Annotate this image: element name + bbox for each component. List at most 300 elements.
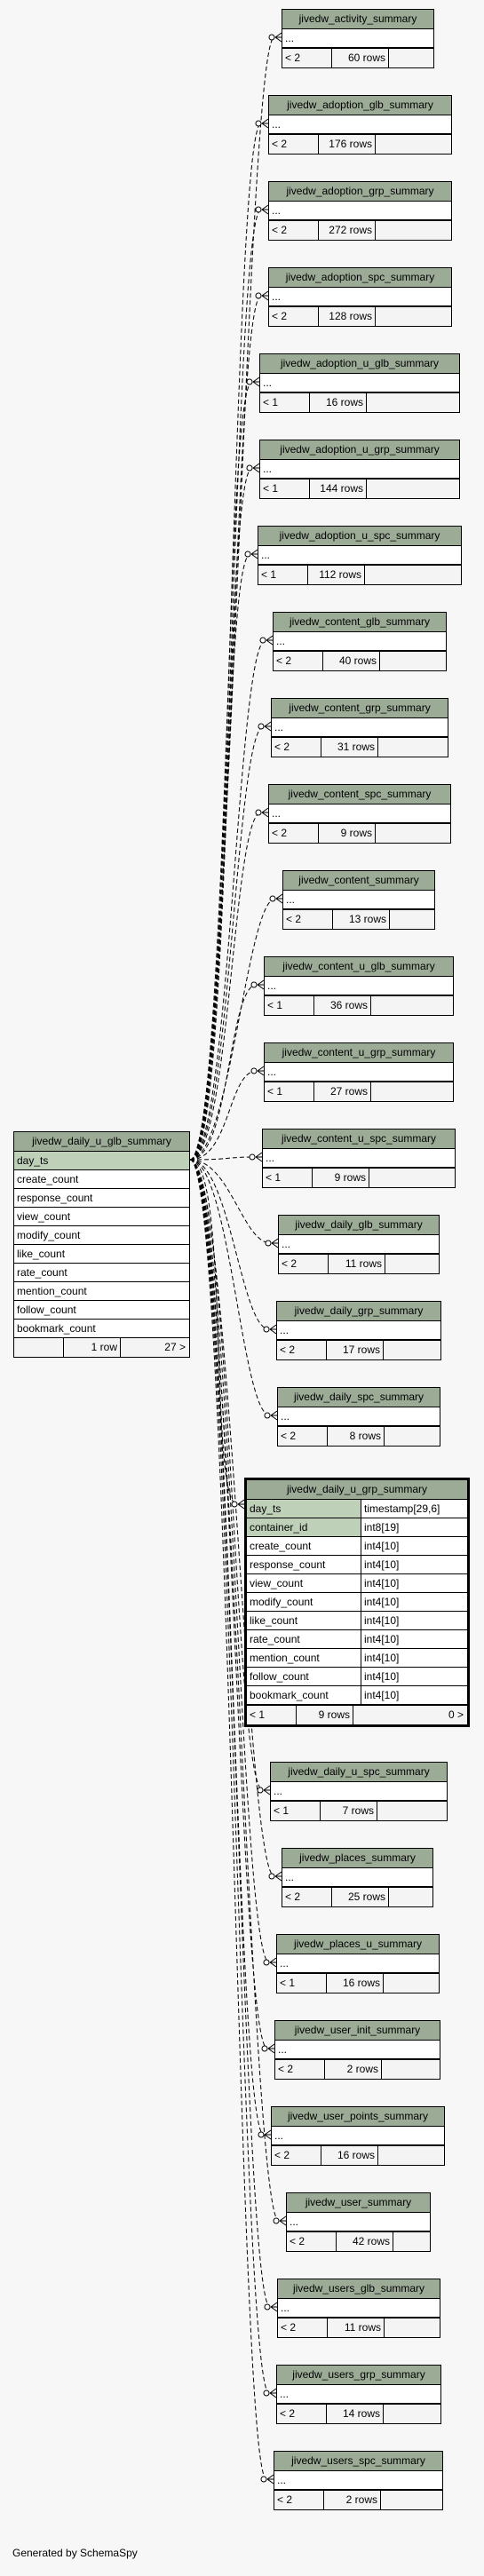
footer-children bbox=[376, 221, 451, 240]
table-jivedw-users-grp-summary[interactable] bbox=[276, 2365, 441, 2424]
footer-children bbox=[390, 910, 434, 929]
table-jivedw-user-points-summary[interactable] bbox=[271, 2106, 445, 2166]
zero-cardinality-marker bbox=[251, 982, 257, 987]
footer-row-count: 13 rows bbox=[333, 910, 390, 929]
footer-children bbox=[381, 2491, 442, 2509]
footer-row-count: 16 rows bbox=[327, 1974, 384, 1993]
footer-row-count: 144 rows bbox=[310, 480, 367, 498]
table-footer bbox=[278, 1426, 440, 1446]
table-footer bbox=[265, 995, 453, 1015]
footer-children bbox=[382, 2060, 440, 2079]
footer-parents[interactable]: < 2 bbox=[283, 910, 333, 929]
column-name: rate_count bbox=[247, 1630, 361, 1648]
footer-children bbox=[371, 1082, 453, 1101]
column-ellipsis[interactable]: ... bbox=[260, 374, 459, 392]
column-ellipsis[interactable]: ... bbox=[279, 1235, 439, 1254]
crowfoot-marker bbox=[266, 636, 273, 645]
column-ellipsis[interactable]: ... bbox=[272, 2127, 444, 2145]
relationship-edge bbox=[190, 1160, 237, 1504]
relationship-edge bbox=[190, 899, 275, 1160]
column-type: int4[10] bbox=[364, 1577, 400, 1589]
column-bookmark-count[interactable]: bookmark_count bbox=[17, 1322, 96, 1335]
table-jivedw-daily-u-spc-summary[interactable] bbox=[270, 1762, 448, 1821]
footer-parents[interactable]: < 1 bbox=[260, 393, 310, 412]
column-ellipsis[interactable]: ... bbox=[274, 2471, 442, 2490]
footer-row-count: 2 rows bbox=[324, 2491, 381, 2509]
relationship-edge bbox=[190, 1160, 269, 2393]
footer-parents[interactable]: < 1 bbox=[265, 1082, 314, 1101]
column-name: response_count bbox=[247, 1556, 361, 1573]
table-footer bbox=[277, 2404, 440, 2423]
column-modify-count[interactable]: modify_count bbox=[14, 1226, 189, 1245]
column-view-count[interactable]: view_count bbox=[14, 1208, 189, 1226]
footer-parents[interactable]: < 2 bbox=[272, 2146, 321, 2165]
footer-parents[interactable]: < 1 bbox=[247, 1706, 297, 1724]
table-header[interactable]: jivedw_adoption_u_spc_summary bbox=[258, 527, 461, 546]
footer-parents[interactable]: < 1 bbox=[271, 1802, 321, 1820]
zero-cardinality-marker bbox=[258, 2132, 264, 2137]
zero-cardinality-marker bbox=[232, 1502, 237, 1507]
column-rate-count[interactable] bbox=[247, 1630, 467, 1649]
column-day-ts[interactable]: day_ts bbox=[14, 1152, 189, 1170]
crowfoot-marker bbox=[258, 980, 264, 989]
column-ellipsis[interactable]: ... bbox=[269, 202, 451, 220]
column-type: timestamp[29,6] bbox=[361, 1500, 467, 1518]
footer-row-count: 272 rows bbox=[319, 221, 376, 240]
table-jivedw-adoption-spc-summary[interactable] bbox=[268, 267, 452, 327]
footer-row-count: 42 rows bbox=[337, 2232, 393, 2251]
column-like-count[interactable]: like_count bbox=[14, 1245, 189, 1264]
column-mention-count[interactable] bbox=[247, 1649, 467, 1668]
zero-cardinality-marker bbox=[260, 638, 266, 643]
zero-cardinality-marker bbox=[264, 2390, 269, 2396]
footer-parents[interactable]: < 1 bbox=[260, 480, 310, 498]
table-header[interactable]: jivedw_users_glb_summary bbox=[278, 2279, 440, 2299]
footer-children bbox=[385, 1427, 440, 1446]
column-ellipsis[interactable]: ... bbox=[283, 891, 434, 909]
crowfoot-marker bbox=[262, 291, 268, 300]
footer-parents[interactable]: < 2 bbox=[282, 49, 332, 67]
footer-row-count: 9 rows bbox=[297, 1706, 353, 1724]
footer-parents[interactable]: < 2 bbox=[274, 652, 323, 670]
relationship-edge bbox=[190, 37, 274, 1160]
footer-row-count: 128 rows bbox=[319, 307, 376, 326]
column-name: follow_count bbox=[247, 1668, 361, 1685]
table-footer bbox=[278, 2318, 440, 2337]
column-type: int4[10] bbox=[364, 1614, 400, 1627]
footer-parents[interactable]: < 2 bbox=[274, 2491, 324, 2509]
column-name: bookmark_count bbox=[247, 1686, 361, 1704]
footer-children: 0 > bbox=[448, 1708, 464, 1721]
crowfoot-marker bbox=[275, 33, 282, 42]
footer-row-count: 2 rows bbox=[325, 2060, 382, 2079]
crowfoot-marker bbox=[267, 2475, 274, 2484]
table-jivedw-content-summary[interactable] bbox=[282, 870, 435, 930]
table-footer bbox=[269, 306, 451, 326]
column-like-count[interactable] bbox=[247, 1612, 467, 1630]
zero-cardinality-marker bbox=[265, 2304, 270, 2310]
crowfoot-marker bbox=[268, 2044, 274, 2053]
footer-parents[interactable]: < 2 bbox=[287, 2232, 337, 2251]
column-ellipsis[interactable]: ... bbox=[265, 1063, 453, 1082]
table-jivedw-user-init-summary[interactable] bbox=[274, 2020, 440, 2080]
table-footer bbox=[277, 1340, 440, 1359]
footer-parents[interactable]: < 2 bbox=[275, 2060, 325, 2079]
table-header[interactable]: jivedw_content_grp_summary bbox=[272, 699, 448, 718]
table-footer bbox=[269, 134, 451, 154]
table-header[interactable]: jivedw_user_points_summary bbox=[272, 2107, 444, 2127]
column-name: container_id bbox=[247, 1518, 361, 1536]
footer-parents bbox=[14, 1338, 64, 1357]
zero-cardinality-marker bbox=[269, 35, 274, 40]
footer-parents[interactable]: < 2 bbox=[269, 307, 319, 326]
column-type: int4[10] bbox=[364, 1670, 400, 1683]
table-footer bbox=[272, 2145, 444, 2165]
zero-cardinality-marker bbox=[258, 1787, 263, 1793]
footer-children bbox=[384, 1341, 440, 1359]
column-ellipsis[interactable]: ... bbox=[277, 1321, 440, 1340]
table-jivedw-adoption-u-glb-summary[interactable] bbox=[259, 353, 460, 413]
zero-cardinality-marker bbox=[258, 724, 264, 729]
table-footer bbox=[282, 48, 433, 67]
table-jivedw-content-glb-summary[interactable] bbox=[273, 612, 447, 671]
relationship-edge bbox=[190, 296, 261, 1160]
relationship-edge bbox=[190, 554, 250, 1160]
table-jivedw-activity-summary[interactable] bbox=[282, 9, 434, 68]
crowfoot-marker bbox=[272, 1239, 278, 1248]
zero-cardinality-marker bbox=[265, 1413, 270, 1418]
zero-cardinality-marker bbox=[256, 810, 261, 815]
footer-children bbox=[365, 566, 461, 584]
column-ellipsis[interactable]: ... bbox=[271, 1782, 447, 1801]
footer-children bbox=[369, 1169, 455, 1187]
column-container-id[interactable] bbox=[247, 1518, 467, 1537]
zero-cardinality-marker bbox=[264, 1960, 269, 1965]
column-type: int4[10] bbox=[364, 1689, 400, 1701]
table-header[interactable]: jivedw_adoption_glb_summary bbox=[269, 96, 451, 115]
footer-children bbox=[389, 1888, 432, 1906]
zero-cardinality-marker bbox=[256, 121, 261, 126]
crowfoot-marker bbox=[271, 2303, 277, 2311]
footer-row-count: 9 rows bbox=[313, 1169, 369, 1187]
column-ellipsis[interactable]: ... bbox=[263, 1149, 455, 1168]
footer-parents[interactable]: < 1 bbox=[263, 1169, 313, 1187]
footer-parents[interactable]: < 2 bbox=[278, 2318, 328, 2337]
table-header[interactable]: jivedw_activity_summary bbox=[282, 10, 433, 29]
relationship-edge bbox=[190, 640, 266, 1160]
table-jivedw-daily-grp-summary[interactable] bbox=[276, 1301, 441, 1360]
column-ellipsis[interactable]: ... bbox=[269, 115, 451, 134]
footer-row-count: 16 rows bbox=[310, 393, 367, 412]
table-footer bbox=[271, 1801, 447, 1820]
column-ellipsis[interactable]: ... bbox=[258, 546, 461, 565]
table-header[interactable]: jivedw_daily_u_spc_summary bbox=[271, 1763, 447, 1782]
column-ellipsis[interactable]: ... bbox=[287, 2213, 430, 2231]
crowfoot-marker bbox=[256, 1153, 262, 1161]
table-footer bbox=[275, 2059, 440, 2079]
table-footer bbox=[265, 1082, 453, 1101]
table-footer bbox=[272, 737, 448, 757]
zero-cardinality-marker bbox=[261, 2477, 266, 2482]
table-footer bbox=[287, 2231, 430, 2251]
column-ellipsis[interactable]: ... bbox=[269, 805, 450, 823]
column-response-count[interactable] bbox=[247, 1556, 467, 1574]
table-footer bbox=[279, 1254, 439, 1273]
table-footer bbox=[263, 1168, 455, 1187]
footer-children bbox=[378, 2146, 444, 2165]
column-ellipsis[interactable]: ... bbox=[269, 288, 451, 306]
column-bookmark-count[interactable] bbox=[247, 1686, 467, 1705]
zero-cardinality-marker bbox=[266, 1240, 271, 1246]
table-header[interactable]: jivedw_adoption_spc_summary bbox=[269, 268, 451, 288]
footer-children[interactable]: 27 > bbox=[164, 1341, 186, 1353]
footer-children bbox=[380, 652, 446, 670]
crowfoot-marker bbox=[276, 894, 282, 903]
crowfoot-marker bbox=[270, 1325, 276, 1334]
crowfoot-marker bbox=[258, 1066, 264, 1075]
table-footer bbox=[274, 2490, 442, 2509]
table-header[interactable]: jivedw_users_grp_summary bbox=[277, 2366, 440, 2385]
footer-children bbox=[389, 49, 433, 67]
relationship-edge bbox=[190, 210, 261, 1160]
crowfoot-marker bbox=[265, 2130, 271, 2139]
footer-row-count: 60 rows bbox=[332, 49, 389, 67]
table-header[interactable]: jivedw_content_u_spc_summary bbox=[263, 1129, 455, 1149]
zero-cardinality-marker bbox=[262, 2046, 267, 2051]
zero-cardinality-marker bbox=[264, 1327, 269, 1332]
footer-parents[interactable]: < 2 bbox=[277, 2405, 327, 2423]
column-ellipsis[interactable]: ... bbox=[260, 460, 459, 479]
footer-row-count: 1 row bbox=[64, 1338, 121, 1357]
table-footer bbox=[277, 1973, 439, 1993]
table-footer bbox=[282, 1887, 432, 1906]
table-footer bbox=[274, 651, 446, 670]
table-jivedw-content-u-spc-summary[interactable] bbox=[262, 1129, 456, 1188]
column-ellipsis[interactable]: ... bbox=[282, 1868, 432, 1887]
table-jivedw-content-grp-summary[interactable] bbox=[271, 698, 448, 757]
table-jivedw-adoption-u-grp-summary[interactable] bbox=[259, 440, 460, 499]
table-jivedw-places-summary[interactable] bbox=[282, 1848, 433, 1907]
crowfoot-marker bbox=[270, 1958, 276, 1967]
zero-cardinality-marker bbox=[256, 207, 261, 212]
footer-parents[interactable]: < 2 bbox=[272, 738, 321, 757]
table-header[interactable]: jivedw_content_summary bbox=[283, 871, 434, 891]
footer-row-count: 36 rows bbox=[314, 996, 371, 1015]
column-day-ts[interactable] bbox=[247, 1500, 467, 1518]
table-header[interactable]: jivedw_daily_spc_summary bbox=[278, 1388, 440, 1407]
zero-cardinality-marker bbox=[269, 1874, 274, 1879]
table-header[interactable]: jivedw_daily_u_grp_summary bbox=[247, 1480, 467, 1500]
column-type: int4[10] bbox=[364, 1558, 400, 1571]
table-jivedw-users-spc-summary[interactable] bbox=[274, 2451, 443, 2510]
crowfoot-marker bbox=[270, 2389, 276, 2398]
column-name: day_ts bbox=[247, 1500, 361, 1518]
table-jivedw-adoption-glb-summary[interactable] bbox=[268, 95, 452, 155]
table-header[interactable]: jivedw_user_init_summary bbox=[275, 2021, 440, 2041]
table-footer bbox=[283, 909, 434, 929]
footer-row-count: 176 rows bbox=[319, 135, 376, 154]
footer-row-count: 112 rows bbox=[308, 566, 365, 584]
table-jivedw-user-summary[interactable] bbox=[286, 2192, 431, 2252]
column-ellipsis[interactable]: ... bbox=[278, 2299, 440, 2318]
footer-parents[interactable]: < 1 bbox=[258, 566, 308, 584]
crowfoot-marker bbox=[271, 1411, 277, 1420]
table-header[interactable]: jivedw_adoption_grp_summary bbox=[269, 182, 451, 202]
footer-children bbox=[376, 307, 451, 326]
footer-row-count: 7 rows bbox=[321, 1802, 377, 1820]
column-view-count[interactable] bbox=[247, 1574, 467, 1593]
table-jivedw-daily-u-grp-summary[interactable] bbox=[244, 1478, 470, 1727]
crowfoot-marker bbox=[238, 1500, 244, 1509]
column-modify-count[interactable] bbox=[247, 1593, 467, 1612]
table-jivedw-daily-glb-summary[interactable] bbox=[278, 1215, 440, 1274]
column-create-count[interactable] bbox=[247, 1537, 467, 1556]
zero-cardinality-marker bbox=[270, 896, 275, 901]
relationship-edge bbox=[190, 812, 261, 1160]
table-jivedw-content-u-grp-summary[interactable] bbox=[264, 1042, 454, 1102]
footer-parents[interactable]: < 2 bbox=[277, 1341, 327, 1359]
table-header[interactable]: jivedw_content_spc_summary bbox=[269, 785, 450, 805]
footer-parents[interactable]: < 1 bbox=[265, 996, 314, 1015]
footer-row-count: 11 rows bbox=[329, 1255, 385, 1273]
table-jivedw-adoption-u-spc-summary[interactable] bbox=[258, 526, 462, 585]
table-header[interactable]: jivedw_content_u_glb_summary bbox=[265, 957, 453, 977]
column-type: int4[10] bbox=[364, 1633, 400, 1645]
table-footer bbox=[269, 823, 450, 843]
zero-cardinality-marker bbox=[247, 465, 252, 471]
crowfoot-marker bbox=[253, 464, 259, 472]
footer-row-count: 16 rows bbox=[321, 2146, 378, 2165]
column-name: modify_count bbox=[247, 1593, 361, 1611]
crowfoot-marker bbox=[251, 550, 258, 559]
footer-children bbox=[376, 824, 450, 843]
crowfoot-marker bbox=[265, 722, 271, 731]
zero-cardinality-marker bbox=[256, 293, 261, 298]
table-header[interactable]: jivedw_places_summary bbox=[282, 1849, 432, 1868]
footer-children bbox=[384, 1974, 439, 1993]
footer-row-count: 27 rows bbox=[314, 1082, 371, 1101]
relationship-edge bbox=[190, 1071, 257, 1160]
column-follow-count[interactable]: follow_count bbox=[14, 1301, 189, 1320]
table-jivedw-adoption-grp-summary[interactable] bbox=[268, 181, 452, 241]
column-ellipsis[interactable]: ... bbox=[265, 977, 453, 995]
column-create-count[interactable]: create_count bbox=[14, 1170, 189, 1189]
footer-children bbox=[378, 738, 448, 757]
footer-parents[interactable]: < 2 bbox=[269, 221, 319, 240]
column-type: int8[19] bbox=[361, 1518, 467, 1536]
column-type: int4[10] bbox=[364, 1540, 400, 1552]
table-header[interactable]: jivedw_users_spc_summary bbox=[274, 2452, 442, 2471]
table-jivedw-content-u-glb-summary[interactable] bbox=[264, 956, 454, 1016]
footer-row-count: 8 rows bbox=[328, 1427, 385, 1446]
footer-children bbox=[393, 2232, 430, 2251]
footer-row-count: 31 rows bbox=[321, 738, 378, 757]
generated-by-text[interactable]: Generated by SchemaSpy bbox=[12, 2547, 138, 2559]
footer-children bbox=[376, 135, 451, 154]
column-follow-count[interactable] bbox=[247, 1668, 467, 1686]
column-type: int4[10] bbox=[364, 1652, 400, 1664]
table-footer bbox=[260, 479, 459, 498]
column-name: like_count bbox=[247, 1612, 361, 1629]
column-response-count[interactable]: response_count bbox=[14, 1189, 189, 1208]
table-header[interactable]: jivedw_daily_u_glb_summary bbox=[14, 1132, 189, 1152]
footer-row-count: 25 rows bbox=[332, 1888, 389, 1906]
footer-children bbox=[367, 393, 459, 412]
footer-children bbox=[371, 996, 453, 1015]
footer-row-count: 9 rows bbox=[319, 824, 376, 843]
footer-children bbox=[385, 2318, 440, 2337]
table-footer bbox=[14, 1337, 189, 1357]
footer-parents[interactable]: < 1 bbox=[277, 1974, 327, 1993]
crowfoot-marker bbox=[262, 205, 268, 214]
table-header[interactable]: jivedw_daily_grp_summary bbox=[277, 1302, 440, 1321]
footer-parents[interactable]: < 2 bbox=[282, 1888, 332, 1906]
column-name: view_count bbox=[247, 1574, 361, 1592]
table-footer bbox=[247, 1705, 467, 1724]
column-type: int4[10] bbox=[364, 1596, 400, 1608]
table-footer bbox=[269, 220, 451, 240]
footer-parents[interactable]: < 2 bbox=[279, 1255, 329, 1273]
zero-cardinality-marker bbox=[251, 1068, 257, 1074]
table-header[interactable]: jivedw_adoption_u_grp_summary bbox=[260, 440, 459, 460]
footer-parents[interactable]: < 2 bbox=[269, 824, 319, 843]
table-header[interactable]: jivedw_user_summary bbox=[287, 2193, 430, 2213]
relationship-edge bbox=[190, 1160, 270, 1415]
column-rate-count[interactable]: rate_count bbox=[14, 1264, 189, 1282]
zero-cardinality-marker bbox=[274, 2218, 279, 2223]
crowfoot-marker bbox=[262, 119, 268, 128]
column-name: mention_count bbox=[247, 1649, 361, 1667]
relationship-edge bbox=[190, 123, 261, 1160]
column-ellipsis[interactable]: ... bbox=[282, 29, 433, 48]
column-ellipsis[interactable]: ... bbox=[272, 718, 448, 737]
table-jivedw-daily-u-glb-summary[interactable] bbox=[13, 1131, 190, 1358]
zero-cardinality-marker bbox=[247, 379, 252, 384]
table-header[interactable]: jivedw_places_u_summary bbox=[277, 1935, 439, 1954]
column-ellipsis[interactable]: ... bbox=[274, 632, 446, 651]
footer-children bbox=[367, 480, 459, 498]
footer-parents[interactable]: < 2 bbox=[269, 135, 319, 154]
column-mention-count[interactable]: mention_count bbox=[14, 1282, 189, 1301]
column-name: create_count bbox=[247, 1537, 361, 1555]
table-header[interactable]: jivedw_daily_glb_summary bbox=[279, 1216, 439, 1235]
column-ellipsis[interactable]: ... bbox=[278, 1407, 440, 1426]
crowfoot-marker bbox=[253, 377, 259, 386]
table-footer bbox=[258, 565, 461, 584]
footer-children bbox=[377, 1802, 447, 1820]
footer-children bbox=[385, 1255, 439, 1273]
table-jivedw-content-spc-summary[interactable] bbox=[268, 784, 451, 844]
footer-children bbox=[384, 2405, 440, 2423]
table-jivedw-places-u-summary[interactable] bbox=[276, 1934, 440, 1993]
table-header[interactable]: jivedw_content_u_grp_summary bbox=[265, 1043, 453, 1063]
crowfoot-marker bbox=[275, 1872, 282, 1881]
column-ellipsis[interactable]: ... bbox=[277, 1954, 439, 1973]
footer-row-count: 40 rows bbox=[323, 652, 380, 670]
column-ellipsis[interactable]: ... bbox=[277, 2385, 440, 2404]
footer-row-count: 11 rows bbox=[328, 2318, 385, 2337]
table-jivedw-users-glb-summary[interactable] bbox=[277, 2279, 440, 2338]
table-header[interactable]: jivedw_adoption_u_glb_summary bbox=[260, 354, 459, 374]
footer-parents[interactable]: < 2 bbox=[278, 1427, 328, 1446]
crowfoot-marker bbox=[280, 2216, 286, 2225]
zero-cardinality-marker bbox=[250, 1154, 255, 1160]
column-ellipsis[interactable]: ... bbox=[275, 2041, 440, 2059]
footer-row-count: 14 rows bbox=[327, 2405, 384, 2423]
table-jivedw-daily-spc-summary[interactable] bbox=[277, 1387, 440, 1447]
table-header[interactable]: jivedw_content_glb_summary bbox=[274, 613, 446, 632]
footer-row-count: 17 rows bbox=[327, 1341, 384, 1359]
